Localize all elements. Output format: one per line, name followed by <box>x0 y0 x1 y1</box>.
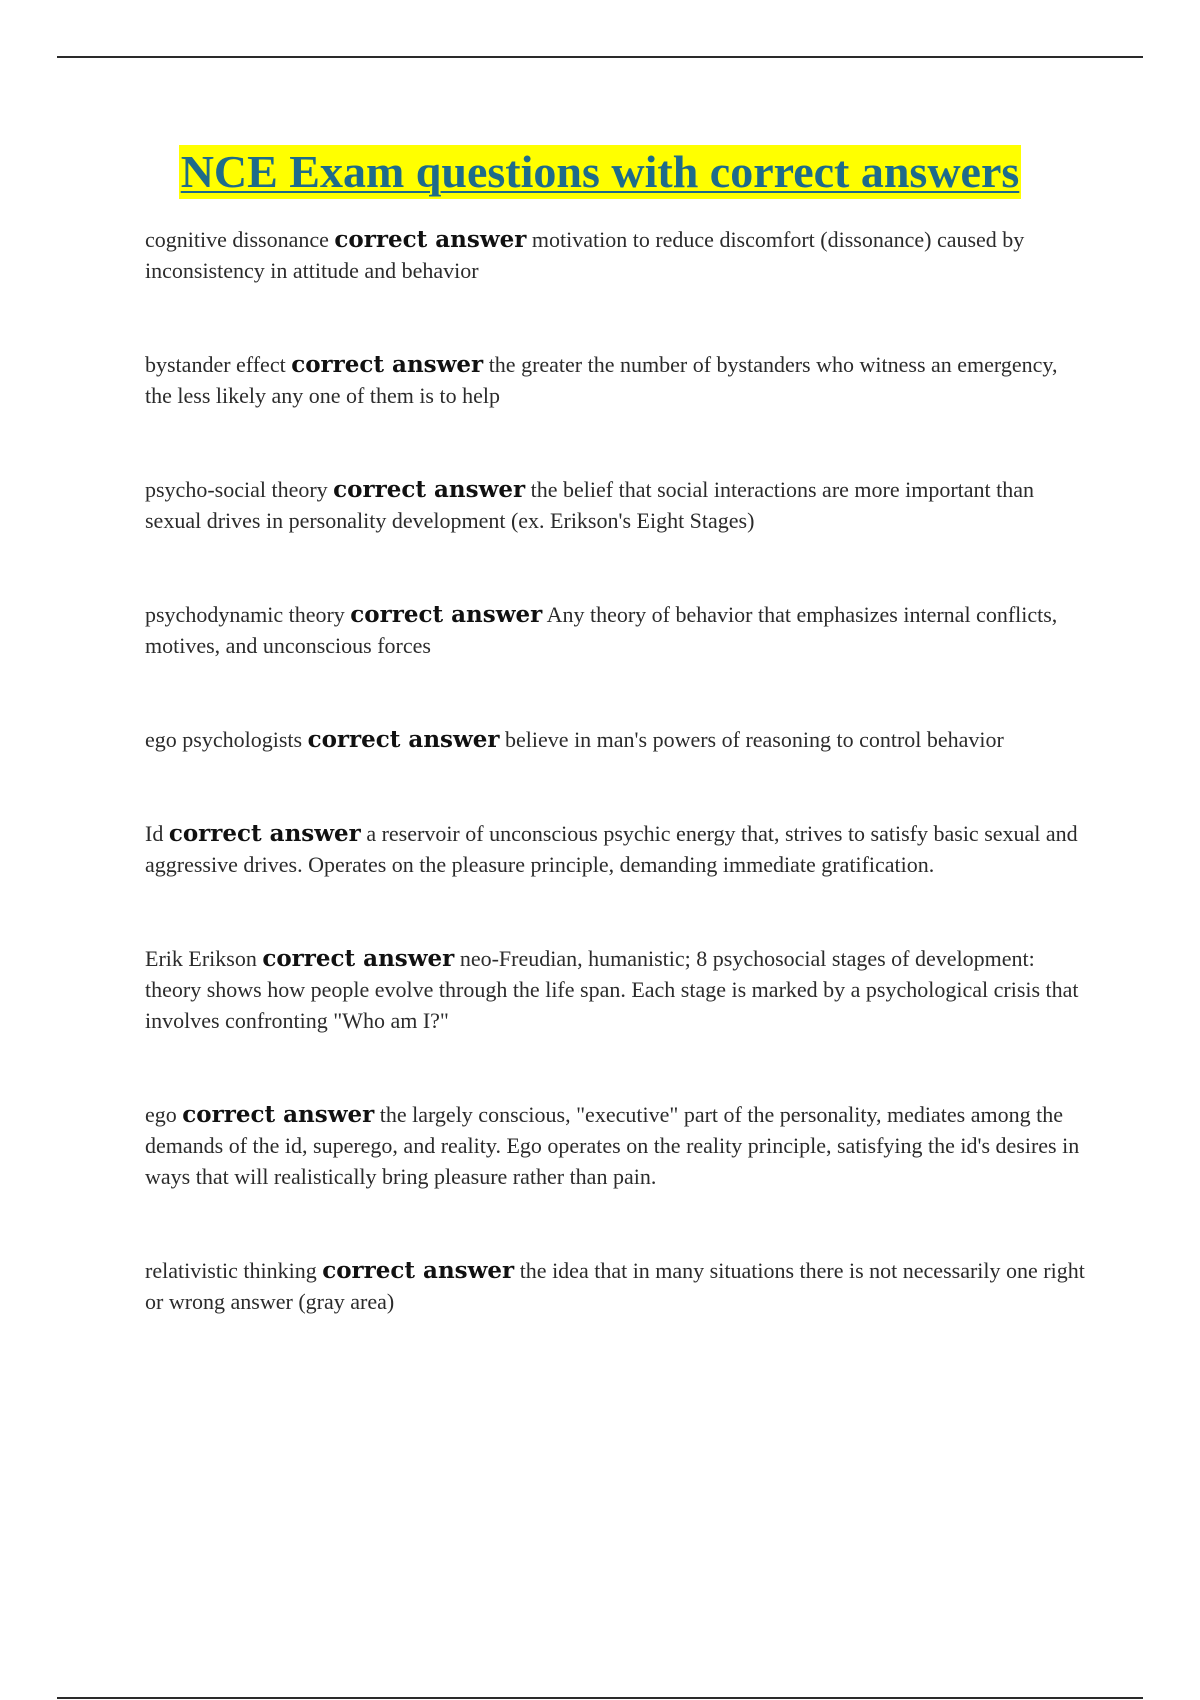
qa-answer: the greater the number of bystanders who witness an emergency, the less likely any one of them is to help <box>145 352 1058 408</box>
correct-answer-label: correct answer <box>291 351 484 378</box>
qa-answer: motivation to reduce discomfort (dissonance) caused by inconsistency in attitude and behavior <box>145 227 1025 283</box>
correct-answer-label: correct answer <box>333 476 526 503</box>
correct-answer-label: correct answer <box>334 226 527 253</box>
qa-item <box>145 724 1085 755</box>
qa-item <box>145 349 1085 411</box>
qa-term: psycho-social theory <box>145 477 328 502</box>
qa-term: ego psychologists <box>145 727 303 752</box>
correct-answer-label: correct answer <box>307 726 500 753</box>
qa-item <box>145 599 1085 661</box>
qa-item <box>145 1255 1085 1317</box>
correct-answer-label: correct answer <box>350 601 543 628</box>
qa-item <box>145 224 1085 286</box>
correct-answer-label: correct answer <box>168 820 361 847</box>
correct-answer-label: correct answer <box>262 945 455 972</box>
qa-item <box>145 1099 1085 1192</box>
qa-answer: the idea that in many situations there is not necessarily one right or wrong answer (gray area) <box>145 1258 1085 1314</box>
qa-list <box>145 224 1085 1380</box>
document-title: NCE Exam questions with correct answers <box>180 146 1020 197</box>
qa-term: Id <box>145 821 164 846</box>
qa-item <box>145 474 1085 536</box>
qa-answer: neo-Freudian, humanistic; 8 psychosocial stages of development: theory shows how people evolve through the life span. Each stage is marked by a psychological crisis that involves confronting "Who am I?" <box>145 946 1079 1033</box>
qa-answer: Any theory of behavior that emphasizes internal conflicts, motives, and unconscious forces <box>145 602 1058 658</box>
qa-item <box>145 818 1085 880</box>
qa-answer: the belief that social interactions are more important than sexual drives in personality development (ex. Erikson's Eight Stages) <box>145 477 1035 533</box>
qa-term: Erik Erikson <box>145 946 257 971</box>
correct-answer-label: correct answer <box>322 1257 515 1284</box>
correct-answer-label: correct answer <box>182 1101 375 1128</box>
title-block <box>0 145 1200 199</box>
header-rule <box>57 56 1143 58</box>
qa-answer: believe in man's powers of reasoning to control behavior <box>505 727 1004 752</box>
footer-rule <box>57 1697 1143 1699</box>
qa-answer: a reservoir of unconscious psychic energy that, strives to satisfy basic sexual and aggressive drives. Operates on the pleasure principle, demanding immediate gratification. <box>145 821 1078 877</box>
qa-term: psychodynamic theory <box>145 602 345 627</box>
qa-term: cognitive dissonance <box>145 227 329 252</box>
qa-answer: the largely conscious, "executive" part of the personality, mediates among the demands of the id, superego, and reality. Ego operates on the reality principle, satisfying the id's desires in ways that will realistically bring pleasure rather than pain. <box>145 1102 1080 1189</box>
qa-term: bystander effect <box>145 352 286 377</box>
qa-term: relativistic thinking <box>145 1258 317 1283</box>
qa-item <box>145 943 1085 1036</box>
qa-term: ego <box>145 1102 177 1127</box>
